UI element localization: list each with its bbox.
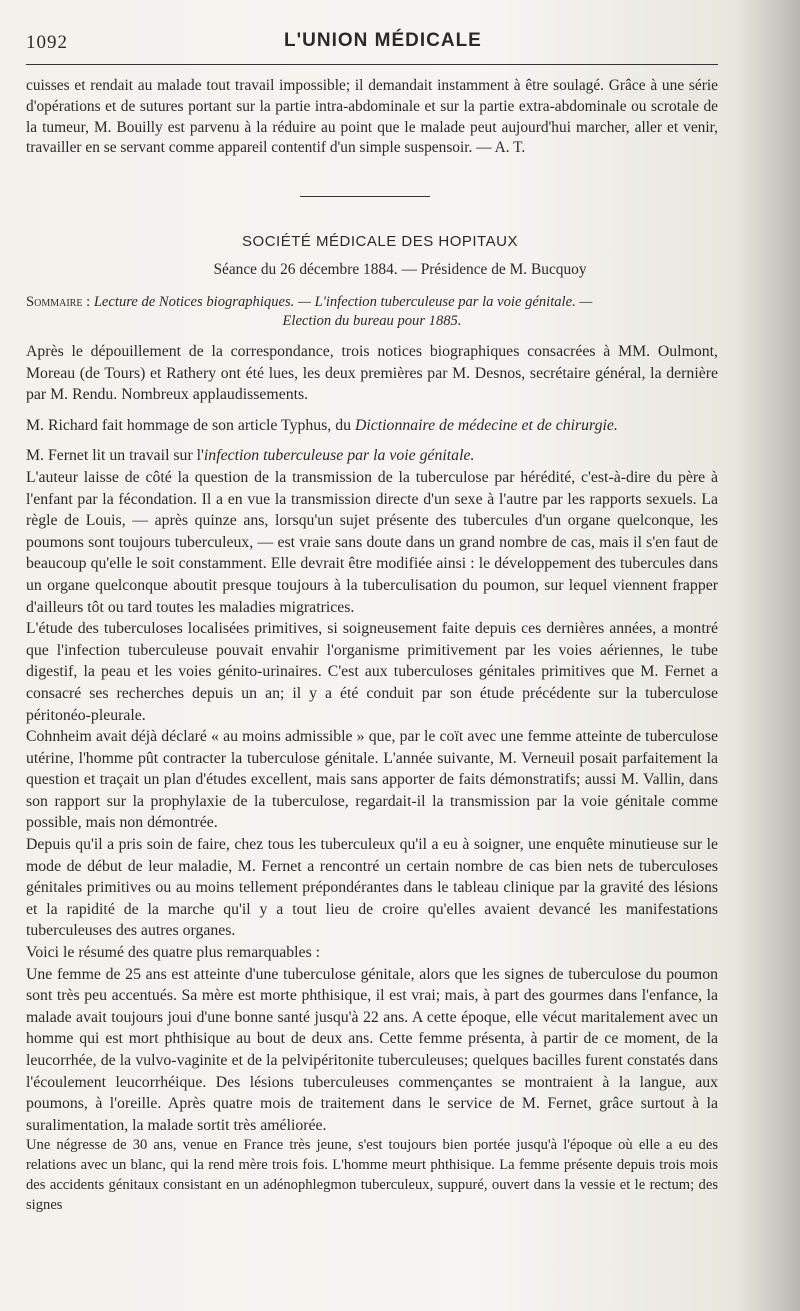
page-header [26,30,726,58]
paragraph-fernet-text: M. Fernet lit un travail sur l' [26,447,204,465]
section-title: SOCIÉTÉ MÉDICALE DES HOPITAUX [242,233,518,250]
paragraph-fernet-title: infection tuberculeuse par la voie génitale. [203,447,475,465]
journal-title: L'UNION MÉDICALE [284,30,482,51]
paragraph-case-1: Une femme de 25 ans est atteinte d'une tuberculose génitale, alors que les signes de tuberculose du poumon sont très peu accentués. Sa mère est morte phthisique, il est vrai; mais, à part des gourmes dans l'enfance, la malade avait toujours joui d'une bonne santé jusqu'à 22 ans. A cette époque, elle vécut maritalement avec un homme qui est mort phthisique au bout de deux ans. Cette femme présenta, à partir de ce moment, de la leucorrhée, de la vulvo-vaginite et de la pelvipéritonite tuberculeuses; quelques bacilles furent constatés dans l'écoulement leucorrhéique. Des lésions tuberculeuses commençantes se montraient à la langue, aux poumons, à l'oreille. Après quatre mois de traitement dans le service de M. Fernet, grâce surtout à la suralimentation, la malade sortit très améliorée. [26,965,718,1134]
paragraph-heredite: L'auteur laisse de côté la question de la transmission de la tuberculose par hérédité, c'est-à-dire du père à l'enfant par la fécondation. Il a en vue la transmission directe d'un sexe à l'autre par les rapports sexuels. La règle de Louis, — après quinze ans, lorsqu'un sujet présente des tubercules d'un organe quelconque, les poumons sont toujours tuberculeux, — est vraie sans doute dans un grand nombre de cas, mais il s'en faut de beaucoup qu'elle le soit constamment. Elle devrait être modifiée ainsi : le développement des tubercules dans un organe quelconque aboutit presque toujours à la tuberculisation du poumon, sur lequel viennent frapper d'ailleurs tôt ou tard toutes les maladies migratrices. [26,468,718,616]
page-number: 1092 [26,32,68,53]
continued-paragraph [26,76,718,159]
paragraph-cohnheim: Cohnheim avait déjà déclaré « au moins admissible » que, par le coït avec une femme atteinte de tuberculose utérine, l'homme pût contracter la tuberculose génitale. L'année suivante, M. Verneuil posait parfaitement la question et traçait un plan d'études excellent, mais sans apporter de faits démonstratifs; aussi M. Vallin, dans son rapport sur la prophylaxie de la tuberculose, regardait-il la transmission par la voie génitale comme possible, mais non démontrée. [26,728,718,832]
summary [26,293,718,331]
section-divider [300,196,430,197]
paragraph-richard-title: Dictionnaire de médecine et de chirurgie. [354,416,618,434]
paragraph-text: cuisses et rendait au malade tout travail impossible; il demandait instamment à être soulagé. Grâce à une série d'opérations et de sutures portant sur la partie intra-abdominale et sur la partie extra-abdominale ou scrotale de la tumeur, M. Bouilly est parvenu à la réduire au point que le malade peut aujourd'hui marcher, aller et venir, travailler en se servant comme appareil contentif d'un simple suspensoir. — A. T. [26,77,718,157]
paragraph-richard-text: M. Richard fait hommage de son article Typhus, du [26,416,355,434]
paragraph-resume: Voici le résumé des quatre plus remarquables : [26,944,321,962]
summary-line-1: Lecture de Notices biographiques. — L'infection tuberculeuse par la voie génitale. — [93,294,593,310]
seance-line: Séance du 26 décembre 1884. — Présidence de M. Bucquoy [213,261,587,278]
header-rule [26,64,718,65]
paragraph-fernet [26,445,718,467]
paragraph-richard [26,415,718,437]
paragraph-case-2: Une négresse de 30 ans, venue en France très jeune, s'est toujours bien portée jusqu'à l'époque où elle a eu des relations avec un blanc, qui la rend mère trois fois. L'homme meurt phthisique. La femme présente depuis trois mois des accidents génitaux consistant en un adénophlegmon tuberculeux, suppuré, ouvert dans la vessie et le rectum; des signes [26,1137,718,1213]
summary-line-2: Election du bureau pour 1885. [282,313,462,329]
article-body [26,341,718,1216]
paragraph-correspondance: Après le dépouillement de la correspondance, trois notices biographiques consacrées à MM. Oulmont, Moreau (de Tours) et Rathery ont été lues, les deux premières par M. Desnos, secrétaire général, la dernière par M. Rendu. Nombreux applaudissements. [26,343,718,404]
paragraph-enquete: Depuis qu'il a pris soin de faire, chez tous les tuberculeux qu'il a eu à soigner, une enquête minutieuse sur le mode de début de leur maladie, M. Fernet a rencontré un certain nombre de cas bien nets de tuberculoses génitales primitives ou au moins tellement prépondérantes dans le tableau clinique par la gravité des lésions et la rapidité de la marche qu'il y a tout lieu de croire qu'elles avaient devancé les manifestations tuberculeuses des autres organes. [26,836,718,940]
paragraph-tuberculoses-localisees: L'étude des tuberculoses localisées primitives, si soigneusement faite depuis ces dernières années, a montré que l'infection tuberculeuse pouvait envahir l'organisme primitivement par les voies aériennes, le tube digestif, la peau et les voies génito-urinaires. C'est aux tuberculoses génitales primitives que M. Fernet a consacré ses recherches depuis un an; il y a été conduit par son étude précédente sur la tuberculose péritonéo-pleurale. [26,620,718,724]
summary-label: Sommaire : [26,294,91,310]
